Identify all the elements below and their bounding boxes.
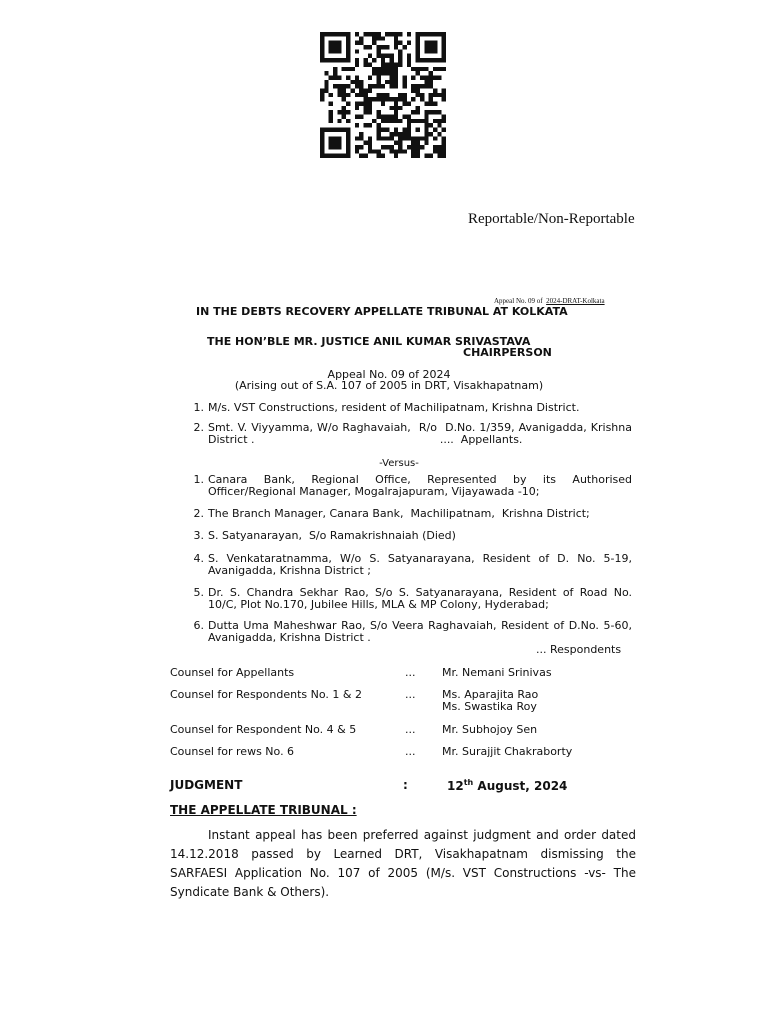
counsel-separator: ... bbox=[405, 745, 416, 758]
judgment-colon: : bbox=[403, 778, 408, 792]
appellant-item bbox=[188, 402, 638, 414]
appellant-text: Smt. V. Viyyamma, W/o Raghavaiah, R/o D.No. 1/359, Avanigadda, Krishna District . .... Appellants. bbox=[208, 421, 636, 446]
judgment-day: 12 bbox=[447, 779, 464, 793]
respondents-label: ... Respondents bbox=[536, 643, 622, 656]
judgment-paragraph: Instant appeal has been preferred against judgment and order dated 14.12.2018 passed by Learned DRT, Visakhapatnam dismissing the SARFAESI Application No. 107 of 2005 (M/s. VST Constructions -vs- The Syndicate Bank & Others). bbox=[170, 828, 636, 899]
counsel-label: Counsel for Respondents No. 1 & 2 bbox=[170, 688, 362, 701]
counsel-separator: ... bbox=[405, 666, 416, 679]
counsel-name: Mr. Surajjit Chakraborty bbox=[442, 745, 573, 758]
respondent-number: 3. bbox=[193, 529, 204, 542]
respondent-text: S. Satyanarayan, S/o Ramakrishnaiah (Died) bbox=[208, 529, 456, 542]
respondent-item bbox=[188, 530, 638, 542]
respondent-item bbox=[188, 508, 638, 520]
counsel-row bbox=[0, 723, 768, 737]
counsel-separator: ... bbox=[405, 723, 416, 736]
appeal-reference bbox=[494, 297, 605, 305]
counsel-row bbox=[0, 688, 768, 714]
counsel-label: Counsel for Appellants bbox=[170, 666, 295, 679]
versus-label: -Versus- bbox=[379, 458, 419, 469]
qr-code bbox=[318, 32, 448, 158]
respondent-number: 4. bbox=[193, 552, 204, 565]
respondent-text: Dutta Uma Maheshwar Rao, S/o Veera Raghavaiah, Resident of D.No. 5-60, Avanigadda, Krishna District . bbox=[208, 619, 632, 644]
judgment-date bbox=[447, 778, 567, 793]
appellant-number: 2. bbox=[193, 421, 204, 434]
appeal-number: Appeal No. 09 of 2024 bbox=[327, 368, 451, 381]
appeal-ref-prefix: Appeal No. 09 of bbox=[494, 297, 543, 305]
judge-name: THE HON’BLE MR. JUSTICE ANIL KUMAR SRIVASTAVA bbox=[207, 335, 531, 348]
appeal-ref-suffix: 2024-DRAT-Kolkata bbox=[546, 297, 605, 305]
reportable-label: Reportable/Non-Reportable bbox=[468, 211, 635, 227]
arising-out-of: (Arising out of S.A. 107 of 2005 in DRT, Visakhapatnam) bbox=[234, 379, 544, 392]
respondent-item bbox=[188, 620, 638, 644]
tribunal-heading: THE APPELLATE TRIBUNAL : bbox=[170, 803, 357, 817]
judgment-row bbox=[0, 778, 768, 794]
counsel-name: Ms. Swastika Roy bbox=[442, 700, 537, 713]
respondent-text: Dr. S. Chandra Sekhar Rao, S/o S. Satyanarayana, Resident of Road No. 10/C, Plot No.170, Jubilee Hills, MLA & MP Colony, Hyderabad; bbox=[208, 586, 632, 611]
respondent-item bbox=[188, 474, 638, 498]
respondent-item bbox=[188, 553, 638, 577]
respondent-item bbox=[188, 587, 638, 611]
counsel-label: Counsel for Respondent No. 4 & 5 bbox=[170, 723, 357, 736]
appellant-text: M/s. VST Constructions, resident of Machilipatnam, Krishna District. bbox=[208, 401, 580, 414]
respondent-text: The Branch Manager, Canara Bank, Machilipatnam, Krishna District; bbox=[208, 507, 590, 520]
judgment-label: JUDGMENT bbox=[170, 778, 243, 792]
court-title: IN THE DEBTS RECOVERY APPELLATE TRIBUNAL AT KOLKATA bbox=[196, 305, 568, 318]
counsel-name: Mr. Subhojoy Sen bbox=[442, 723, 538, 736]
judgment-day-suffix: th bbox=[463, 778, 474, 787]
judgment-date-rest: August, 2024 bbox=[473, 779, 568, 793]
respondent-number: 2. bbox=[193, 507, 204, 520]
appellant-number: 1. bbox=[193, 401, 204, 414]
counsel-row bbox=[0, 666, 768, 680]
respondent-text: S. Venkataratnamma, W/o S. Satyanarayana, Resident of D. No. 5-19, Avanigadda, Krishna District ; bbox=[208, 552, 632, 577]
respondent-text: Canara Bank, Regional Office, Represented by its Authorised Officer/Regional Manager, Mogalrajapuram, Vijayawada -10; bbox=[208, 473, 632, 498]
counsel-row bbox=[0, 745, 768, 759]
respondent-number: 1. bbox=[193, 473, 204, 486]
counsel-name: Ms. Aparajita Rao bbox=[442, 688, 539, 701]
appellant-item bbox=[188, 422, 638, 446]
counsel-name: Mr. Nemani Srinivas bbox=[442, 666, 552, 679]
respondent-number: 5. bbox=[193, 586, 204, 599]
judge-role: CHAIRPERSON bbox=[463, 346, 552, 359]
counsel-separator: ... bbox=[405, 688, 416, 701]
respondent-number: 6. bbox=[193, 619, 204, 632]
counsel-label: Counsel for rews No. 6 bbox=[170, 745, 295, 758]
